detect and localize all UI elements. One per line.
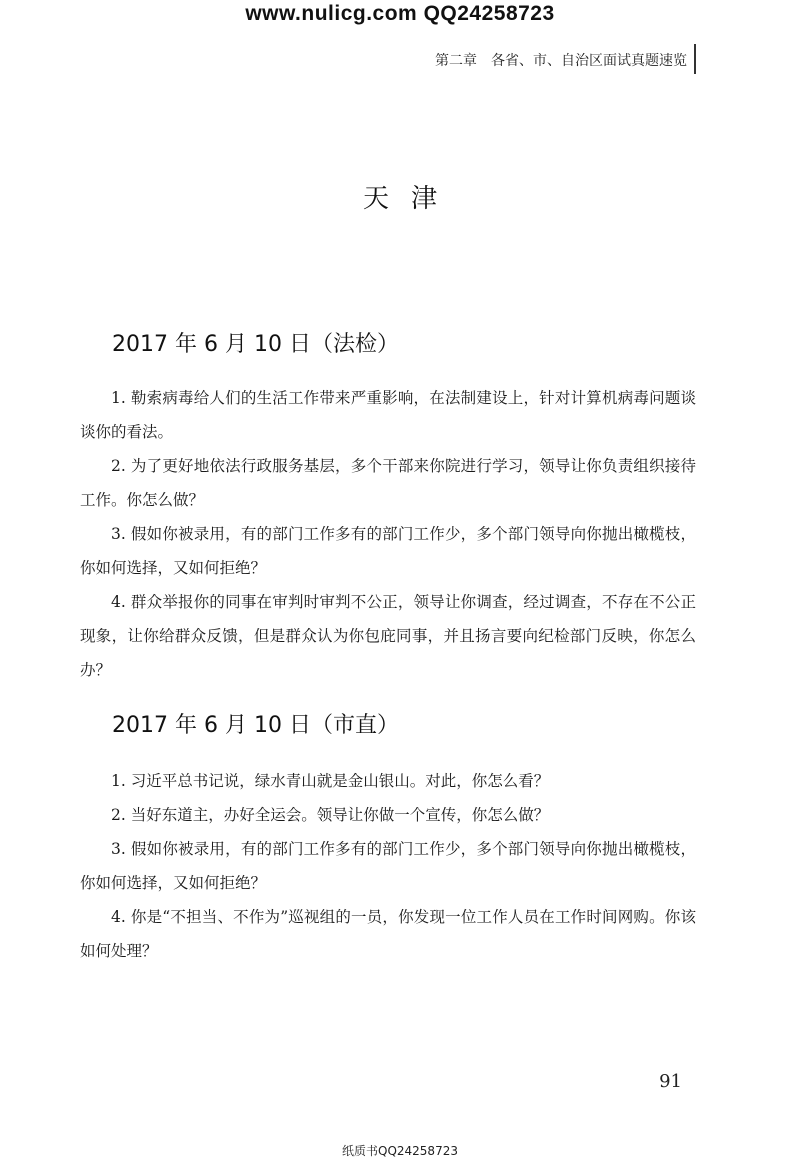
section-title-shizhi: 2017 年 6 月 10 日（市直） bbox=[112, 713, 399, 738]
header-rule bbox=[694, 44, 696, 74]
running-header: 第二章 各省、市、自治区面试真题速览 bbox=[435, 53, 687, 69]
page-number: 91 bbox=[659, 1071, 682, 1092]
question-list-falian bbox=[80, 381, 696, 687]
question-item: 3. 假如你被录用，有的部门工作多有的部门工作少，多个部门领导向你抛出橄榄枝，你如何选择，又如何拒绝？ bbox=[80, 840, 696, 892]
question-item: 3. 假如你被录用，有的部门工作多有的部门工作少，多个部门领导向你抛出橄榄枝，你如何选择，又如何拒绝？ bbox=[80, 525, 696, 577]
question-item: 1. 习近平总书记说，绿水青山就是金山银山。对此，你怎么看？ bbox=[111, 772, 550, 790]
question-item: 1. 勒索病毒给人们的生活工作带来严重影响，在法制建设上，针对计算机病毒问题谈谈你的看法。 bbox=[80, 389, 696, 441]
question-item: 2. 当好东道主，办好全运会。领导让你做一个宣传，你怎么做？ bbox=[111, 806, 550, 824]
watermark-top: www.nulicg.com QQ24258723 bbox=[245, 2, 555, 25]
question-item: 4. 群众举报你的同事在审判时审判不公正，领导让你调查，经过调查，不存在不公正现象，让你给群众反馈，但是群众认为你包庇同事，并且扬言要向纪检部门反映，你怎么办？ bbox=[80, 593, 696, 679]
question-item: 2. 为了更好地依法行政服务基层，多个干部来你院进行学习，领导让你负责组织接待工作。你怎么做？ bbox=[80, 457, 696, 509]
question-item: 4. 你是“不担当、不作为”巡视组的一员，你发现一位工作人员在工作时间网购。你该如何处理？ bbox=[80, 908, 696, 960]
question-list-shizhi bbox=[80, 764, 696, 968]
city-title: 天津 bbox=[362, 184, 459, 214]
watermark-bottom: 纸质书QQ24258723 bbox=[342, 1144, 458, 1158]
section-title-falian: 2017 年 6 月 10 日（法检） bbox=[112, 332, 399, 357]
